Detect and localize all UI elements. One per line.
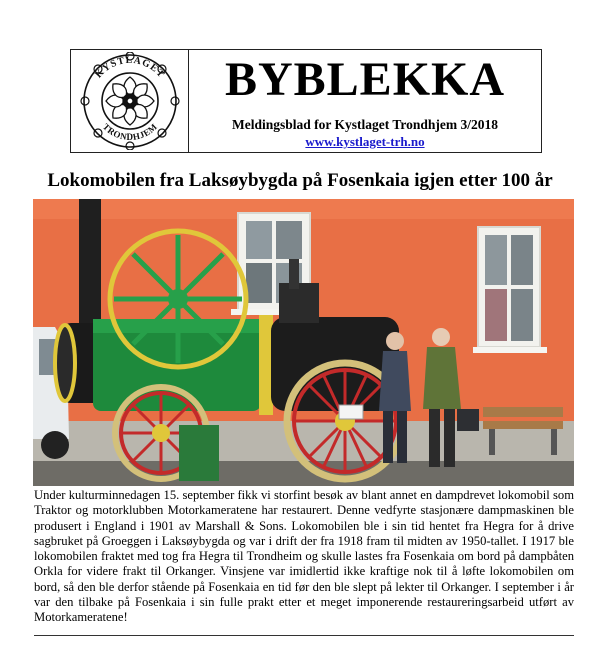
logo-cell bbox=[71, 50, 189, 152]
steam-engine-photo bbox=[33, 199, 574, 486]
window-right bbox=[473, 227, 547, 353]
article-headline: Lokomobilen fra Laksøybygda på Fosenkaia igjen etter 100 år bbox=[47, 170, 553, 191]
article-photo bbox=[33, 199, 574, 486]
website-link[interactable]: www.kystlaget-trh.no bbox=[305, 134, 425, 149]
newsletter-subtitle: Meldingsblad for Kystlaget Trondhjem 3/2018 bbox=[231, 117, 499, 132]
svg-text:KYSTLAGET: KYSTLAGET bbox=[92, 54, 167, 81]
bottom-divider bbox=[34, 635, 574, 636]
kystlaget-logo bbox=[78, 52, 182, 150]
newsletter-title: BYBLEKKA bbox=[224, 53, 506, 106]
masthead bbox=[70, 49, 542, 153]
article-body: Under kulturminnedagen 15. september fikk vi storfint besøk av blant annet en dampdrevet lokomobil som Traktor og motorklubben Motorkameratene har restaurert. Denne vedfyrte stasjonære dampmaskinen ble produsert i England i 1901 av Marshall & Sons. Lokomobilen ble i sin tid hentet fra Hegra for å drive sagbruket på Groeggen i Laksøybygda og var i drift der fra 1918 fram til midten av 1950-tallet. I 1917 ble lokomobilen fraktet med tog fra Hegra til Trondheim og skulle lastes fra Fosenkaia om bord på dampbåten Orkla for videre frakt til Orkanger. Vinsjene var imidlertid ikke kraftige nok til å løfte lokomobilen om bord, så den ble derfor stående på Fosenkaia en tid før den ble slept på lekter til Orkanger. I september i år var den tilbake på Fosenkaia i sin fulle prakt etter et meget imponerende restaureringsarbeid utført av Motorkameratene! bbox=[34, 488, 574, 625]
title-cell bbox=[189, 50, 541, 152]
svg-text:TRONDHJEM: TRONDHJEM bbox=[100, 121, 159, 142]
